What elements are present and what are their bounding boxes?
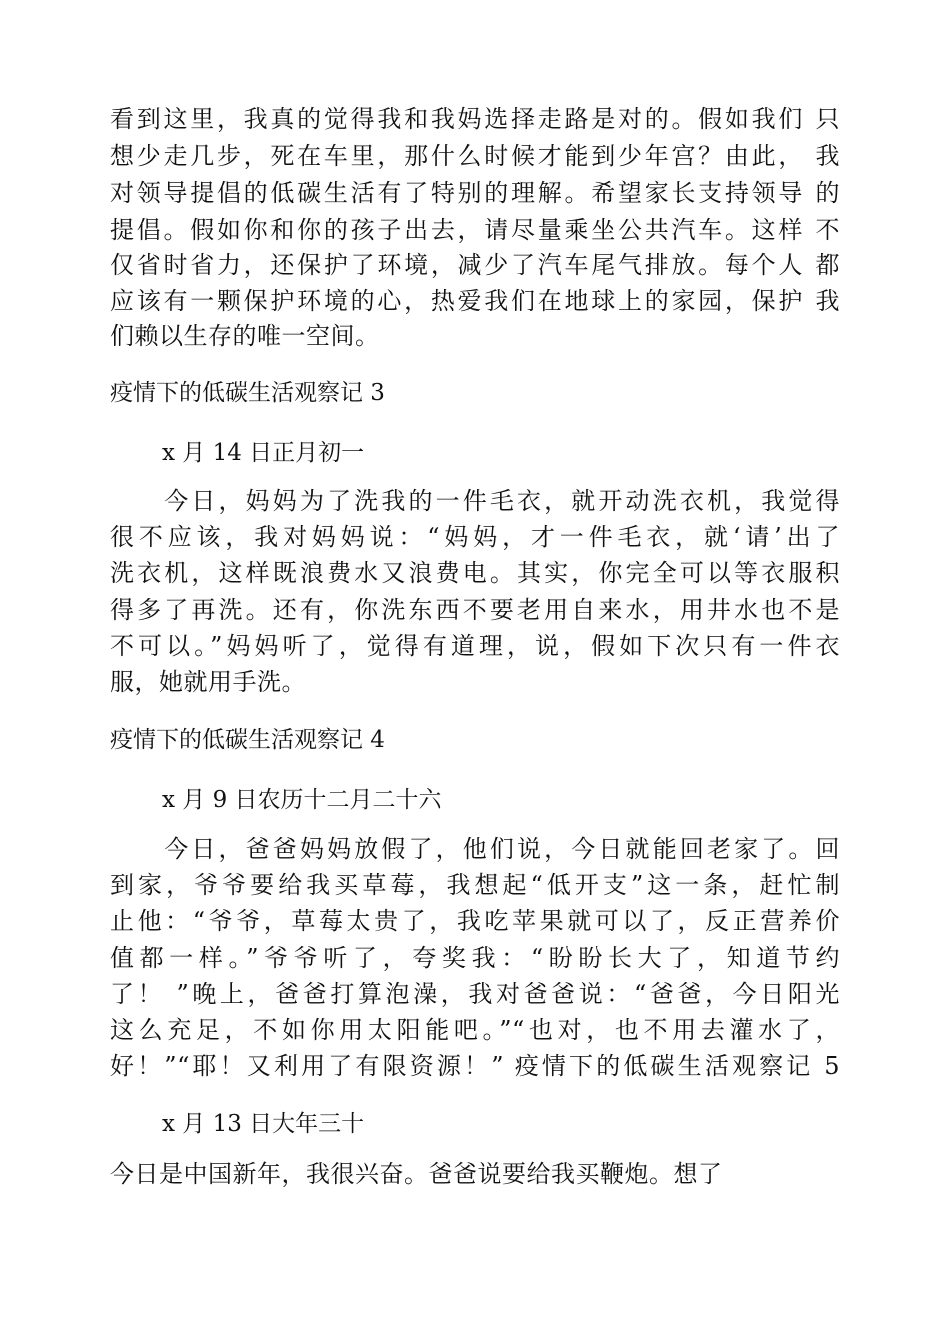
paragraph-line: 不可以。”妈妈听了，觉得有道理，说，假如下次只有一件衣 — [110, 632, 840, 660]
paragraph-line: 今日是中国新年，我很兴奋。爸爸说要给我买鞭炮。想了 — [110, 1160, 723, 1188]
paragraph-line: 好！”“耶！又利用了有限资源！” 疫情下的低碳生活观察记 5 — [110, 1052, 840, 1080]
paragraph-line: 洗衣机，这样既浪费水又浪费电。其实，你完全可以等衣服积 — [110, 559, 840, 587]
paragraph-line: 止他：“爷爷，草莓太贵了，我吃苹果就可以了，反正营养价 — [110, 907, 840, 935]
section-heading: 疫情下的低碳生活观察记 4 — [110, 727, 385, 753]
paragraph-line: 们赖以生存的唯一空间。 — [110, 322, 380, 350]
paragraph-line: 应该有一颗保护环境的心，热爱我们在地球上的家园，保护 我 — [110, 287, 840, 315]
entry-date: x 月 13 日大年三十 — [162, 1111, 365, 1137]
paragraph-line: 今日，爸爸妈妈放假了，他们说，今日就能回老家了。回 — [110, 835, 840, 863]
paragraph-line: 今日，妈妈为了洗我的一件毛衣，就开动洗衣机，我觉得 — [110, 487, 840, 515]
paragraph-line: 仅省时省力，还保护了环境，减少了汽车尾气排放。每个人 都 — [110, 251, 840, 279]
paragraph-line: 了！ ”晚上，爸爸打算泡澡，我对爸爸说：“爸爸，今日阳光 — [110, 980, 840, 1008]
entry-date: x 月 14 日正月初一 — [162, 440, 365, 466]
paragraph-line: 值都一样。”爷爷听了，夸奖我：“盼盼长大了，知道节约 — [110, 944, 840, 972]
section-heading: 疫情下的低碳生活观察记 3 — [110, 380, 385, 406]
paragraph-line: 对领导提倡的低碳生活有了特别的理解。希望家长支持领导 的 — [110, 179, 840, 207]
paragraph-line: 想少走几步，死在车里，那什么时候才能到少年宫？由此， 我 — [110, 142, 840, 170]
paragraph-line: 得多了再洗。还有，你洗东西不要老用自来水，用井水也不是 — [110, 596, 840, 624]
paragraph-line: 很不应该，我对妈妈说：“妈妈，才一件毛衣，就‘请’出了 — [110, 523, 840, 551]
paragraph-line: 看到这里，我真的觉得我和我妈选择走路是对的。假如我们 只 — [110, 105, 840, 133]
entry-date: x 月 9 日农历十二月二十六 — [162, 787, 442, 813]
paragraph-line: 到家，爷爷要给我买草莓，我想起“低开支”这一条，赶忙制 — [110, 871, 840, 899]
paragraph-line: 提倡。假如你和你的孩子出去，请尽量乘坐公共汽车。这样 不 — [110, 216, 840, 244]
paragraph-line: 这么充足，不如你用太阳能吧。”“也对，也不用去灌水了， — [110, 1016, 840, 1044]
paragraph-line: 服，她就用手洗。 — [110, 668, 306, 696]
